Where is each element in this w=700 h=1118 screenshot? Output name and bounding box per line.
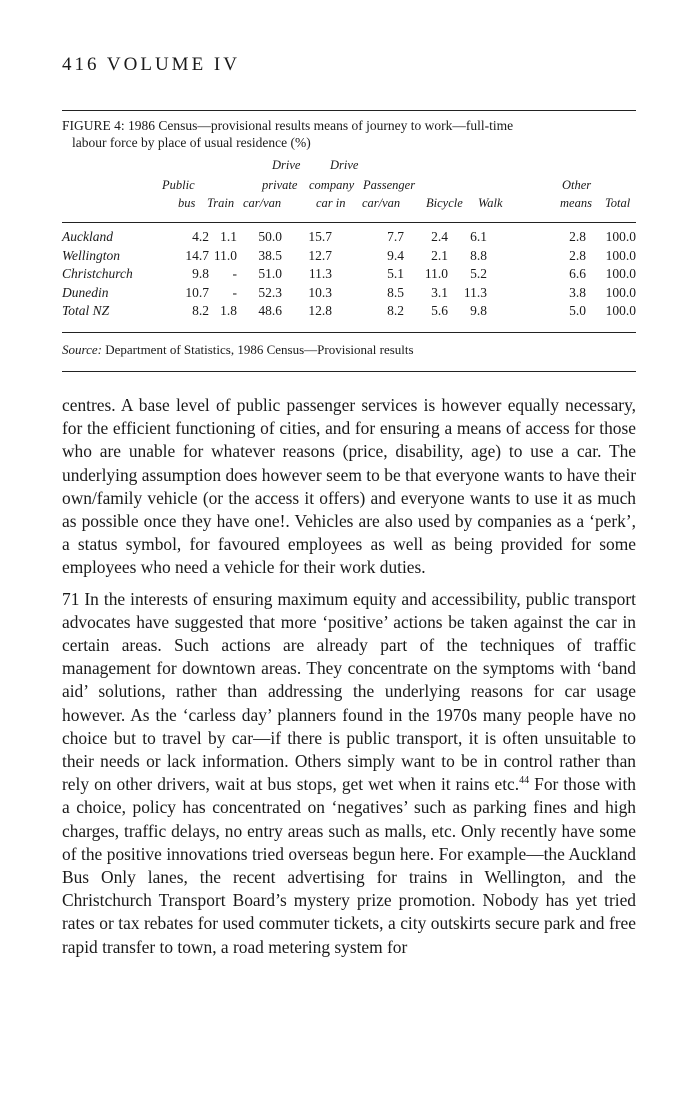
- table-body: [62, 229, 636, 329]
- table-cell: 14.7: [185, 247, 209, 263]
- header-other-2: means: [560, 196, 592, 210]
- table-cell: 2.4: [431, 229, 448, 244]
- table-cell: 8.8: [470, 247, 487, 263]
- table-cell: 1.8: [220, 303, 237, 318]
- figure-caption-line1: FIGURE 4: 1986 Census—provisional results means of journey to work—full-time: [62, 118, 514, 133]
- figure-caption-line2: labour force by place of usual residence (%): [72, 135, 311, 150]
- header-passenger: Passenger: [363, 178, 416, 192]
- table-cell: 11.0: [213, 247, 237, 263]
- header-drive-company-1: Drive: [330, 158, 359, 172]
- header-drive-private-1: Drive: [272, 158, 301, 172]
- source-text: Department of Statistics, 1986 Census—Provisional results: [105, 342, 414, 357]
- paragraph-2-text-b: For those with a choice, policy has concentrated on ‘negatives’ such as parking fines and high charges, traffic delays, no entry areas such as malls, etc. Only recently have some of the positive innovations tried overseas begun here. For example—the Auckland Bus Only lanes, the recent advertising for trains in Wellington, and the Christchurch Transport Board’s mystery prize promotion. Nobody has yet tried rates or tax rebates for used commuter tickets, a city outskirts secure park and free rapid transfer to town, a road metering system for: [62, 774, 636, 957]
- table-cell: 5.1: [387, 266, 404, 281]
- body-text: [62, 394, 636, 959]
- table-row: [62, 303, 636, 322]
- header-drive-private-3: car/van: [243, 196, 282, 210]
- table-row: [62, 285, 636, 304]
- table-cell: 100.0: [605, 284, 636, 300]
- table-cell: 5.6: [431, 303, 448, 318]
- row-label: Total NZ: [62, 303, 110, 318]
- table-cell: 3.1: [431, 284, 448, 300]
- table-header: [62, 158, 636, 218]
- table-cell: 4.2: [192, 229, 209, 244]
- table-cell: 2.8: [569, 247, 586, 263]
- table-cell: 5.0: [569, 303, 586, 318]
- table-cell: 2.1: [431, 247, 448, 263]
- table-cell: 100.0: [605, 266, 636, 281]
- table-cell: 11.3: [308, 266, 332, 281]
- table-row: [62, 229, 636, 248]
- row-label: Auckland: [62, 229, 113, 244]
- table-cell: 6.1: [470, 229, 487, 244]
- row-label: Dunedin: [62, 284, 109, 300]
- table-cell: 2.8: [569, 229, 586, 244]
- header-bicycle: Bicycle: [426, 196, 463, 210]
- table-cell: 8.2: [192, 303, 209, 318]
- table-source: [62, 342, 414, 358]
- header-drive-private-2: private: [262, 178, 298, 192]
- source-label: Source:: [62, 342, 102, 357]
- table-cell: 38.5: [258, 247, 282, 263]
- header-other: Other: [562, 178, 592, 192]
- table-cell: -: [232, 266, 237, 281]
- paragraph-2-text-a: 71 In the interests of ensuring maximum equity and accessibility, public transport advocates have suggested that more ‘positive’ actions be taken against the car in certain areas. Such actions are already part of the techniques of traffic management for downtown areas. They concentrate on the symptoms with ‘band aid’ solutions, rather than addressing the underlying reasons for car usage however. As the ‘carless day’ planners found in the 1970s many people have no choice but to travel by car—if there is public transport, it is often unsuitable to their needs or lack information. Others simply want to be in control rather than rely on other drivers, wait at bus stops, get wet when it rains etc.: [62, 588, 636, 795]
- table-cell: 9.8: [470, 303, 487, 318]
- running-head: 416 VOLUME IV: [62, 54, 240, 75]
- table-cell: 9.4: [387, 247, 404, 263]
- footnote-ref-44: 44: [519, 775, 530, 787]
- table-cell: 7.7: [387, 229, 404, 244]
- header-drive-company-3: car in: [316, 196, 346, 210]
- table-cell: 11.3: [463, 284, 487, 300]
- table-cell: 10.7: [185, 284, 209, 300]
- table-cell: 50.0: [258, 229, 282, 244]
- header-total: Total: [605, 196, 631, 210]
- header-public: Public: [162, 178, 195, 192]
- header-drive-company-2: company: [309, 178, 355, 192]
- table-row: [62, 248, 636, 267]
- table-cell: 100.0: [605, 303, 636, 318]
- table-cell: 12.8: [308, 303, 332, 318]
- table-cell: 8.2: [387, 303, 404, 318]
- paragraph-1: centres. A base level of public passenger services is however equally necessary, for the efficient functioning of cities, and for ensuring a means of access for those who are unable for whatever reasons (price, disability, age) to use a car. The underlying assumption does however seem to be that everyone wants to have their own/family vehicle (or the access it offers) and everyone wants to use it as much as possible once they have one!. Vehicles are also used by companies as a ‘perk’, a status symbol, for favoured employees as well as being provided for some employees who need a vehicle for their work duties.: [62, 395, 636, 578]
- row-label: Wellington: [62, 247, 121, 263]
- figure-top-rule: [62, 110, 636, 111]
- table-cell: 8.5: [387, 284, 404, 300]
- header-walk: Walk: [478, 196, 503, 210]
- table-cell: 51.0: [258, 266, 282, 281]
- table-cell: 100.0: [605, 229, 636, 244]
- table-cell: 100.0: [605, 247, 636, 263]
- table-cell: 15.7: [308, 229, 332, 244]
- table-cell: 11.0: [424, 266, 448, 281]
- table-bottom-rule: [62, 332, 636, 333]
- table-cell: 52.3: [258, 284, 282, 300]
- table-cell: 1.1: [220, 229, 237, 244]
- table-cell: 6.6: [569, 266, 586, 281]
- figure-bottom-rule: [62, 371, 636, 372]
- header-bus: bus: [178, 196, 196, 210]
- table-cell: 48.6: [258, 303, 282, 318]
- paragraph-2: [62, 588, 636, 959]
- header-train: Train: [207, 196, 235, 210]
- figure-caption: [62, 117, 636, 151]
- table-row: [62, 266, 636, 285]
- table-cell: -: [232, 284, 237, 300]
- table-header-rule: [62, 222, 636, 223]
- table-cell: 9.8: [192, 266, 209, 281]
- table-cell: 12.7: [308, 247, 332, 263]
- row-label: Christchurch: [62, 266, 133, 281]
- header-passenger-2: car/van: [362, 196, 401, 210]
- table-cell: 5.2: [470, 266, 487, 281]
- table-cell: 10.3: [308, 284, 332, 300]
- table-cell: 3.8: [569, 284, 586, 300]
